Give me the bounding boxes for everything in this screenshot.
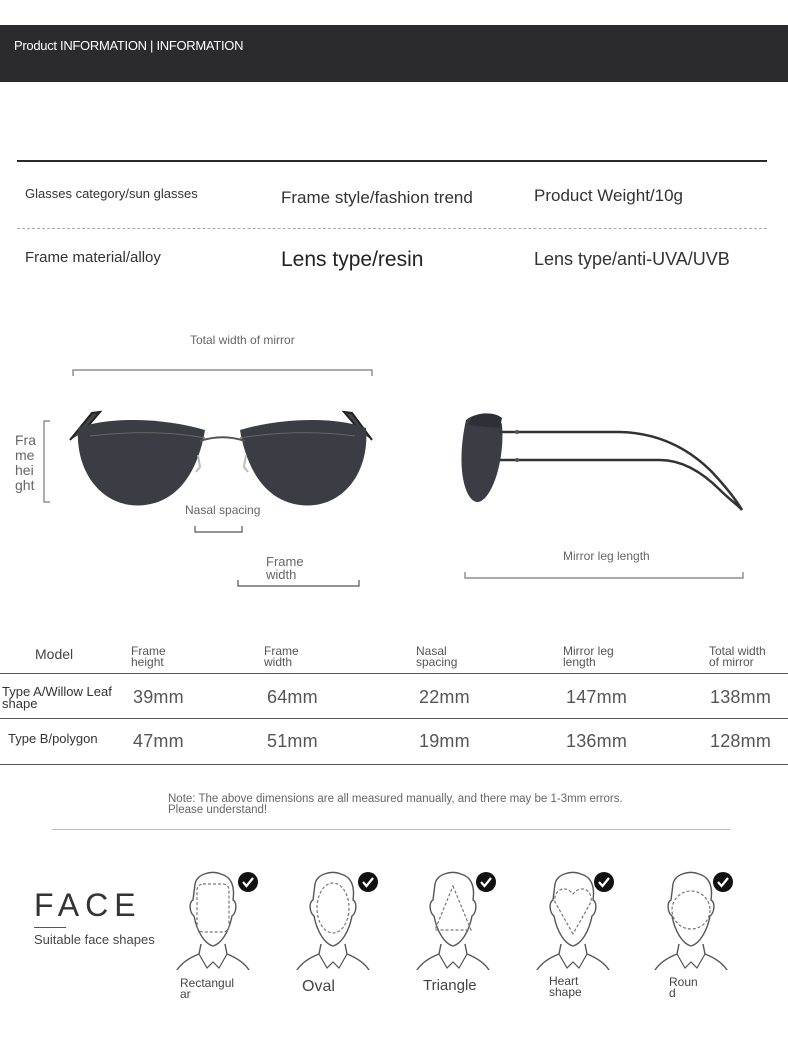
check-icon: [594, 872, 614, 892]
glasses-side-icon: [461, 413, 742, 510]
glasses-diagram: [0, 300, 788, 600]
frame-width-bracket: [238, 580, 359, 586]
th-model: Model: [35, 646, 74, 662]
frame-width-label: Frame width: [266, 554, 304, 582]
face-rectangle-icon: [175, 872, 258, 970]
check-icon: [358, 872, 378, 892]
face-oval-icon: [295, 872, 378, 970]
mirror-leg-label: Mirror leg length: [563, 549, 650, 563]
th-frame-width: Frame width: [264, 644, 299, 669]
check-icon: [238, 872, 258, 892]
face-label-oval: Oval: [302, 978, 335, 995]
frame-height-bracket: [44, 421, 50, 502]
cell-frame-height: 47mm: [133, 731, 184, 751]
cell-nasal: 19mm: [419, 731, 470, 751]
cell-total: 128mm: [710, 731, 772, 751]
check-icon: [713, 872, 733, 892]
cell-nasal: 22mm: [419, 687, 470, 707]
page-title: Product INFORMATION | INFORMATION: [14, 38, 244, 53]
table-row-model: Type B/polygon: [8, 731, 98, 746]
spec-lens-material: Lens type/resin: [281, 248, 424, 271]
face-triangle-icon: [415, 872, 496, 970]
face-label-heart: Heart shape: [549, 974, 582, 999]
spec-frame-style: Frame style/fashion trend: [281, 188, 473, 207]
header-bar: [0, 25, 788, 82]
dashed-divider: [17, 228, 767, 229]
face-label-triangle: Triangle: [423, 977, 477, 994]
cell-leg: 136mm: [566, 731, 628, 751]
top-divider: [17, 160, 767, 162]
face-subtitle: Suitable face shapes: [34, 932, 155, 947]
face-heart-icon: [535, 872, 614, 970]
nasal-bracket: [195, 526, 242, 532]
cell-leg: 147mm: [566, 687, 628, 707]
face-shapes-illustration: [0, 860, 788, 970]
glasses-front-icon: [70, 412, 372, 505]
face-round-icon: [653, 872, 733, 970]
th-leg-length: Mirror leg length: [563, 644, 614, 669]
table-rule: [0, 718, 788, 719]
total-width-label: Total width of mirror: [190, 333, 295, 347]
th-frame-height: Frame height: [131, 644, 166, 669]
table-rule: [0, 673, 788, 674]
measurement-note: Note: The above dimensions are all measured manually, and there may be 1-3mm errors. Please understand!: [168, 793, 623, 816]
face-label-round: Roun d: [669, 975, 698, 1000]
face-label-rectangular: Rectangul ar: [180, 976, 235, 1001]
spec-material: Frame material/alloy: [25, 249, 161, 266]
spec-lens-protection: Lens type/anti-UVA/UVB: [534, 249, 730, 269]
nasal-spacing-label: Nasal spacing: [185, 503, 261, 517]
cell-total: 138mm: [710, 687, 772, 707]
spec-category: Glasses category/sun glasses: [25, 186, 198, 201]
note-divider: [52, 829, 730, 830]
spec-weight: Product Weight/10g: [534, 186, 683, 205]
cell-frame-width: 64mm: [267, 687, 318, 707]
face-title: FACE: [34, 887, 142, 923]
mirror-leg-bracket: [465, 572, 743, 578]
th-nasal-spacing: Nasal spacing: [416, 644, 458, 669]
table-rule: [0, 764, 788, 765]
frame-height-label: Fra me hei ght: [15, 432, 36, 493]
th-total-width: Total width of mirror: [709, 644, 766, 669]
cell-frame-width: 51mm: [267, 731, 318, 751]
table-row-model: Type A/Willow Leaf shape: [2, 684, 112, 711]
total-width-bracket: [73, 370, 372, 376]
check-icon: [476, 872, 496, 892]
cell-frame-height: 39mm: [133, 687, 184, 707]
